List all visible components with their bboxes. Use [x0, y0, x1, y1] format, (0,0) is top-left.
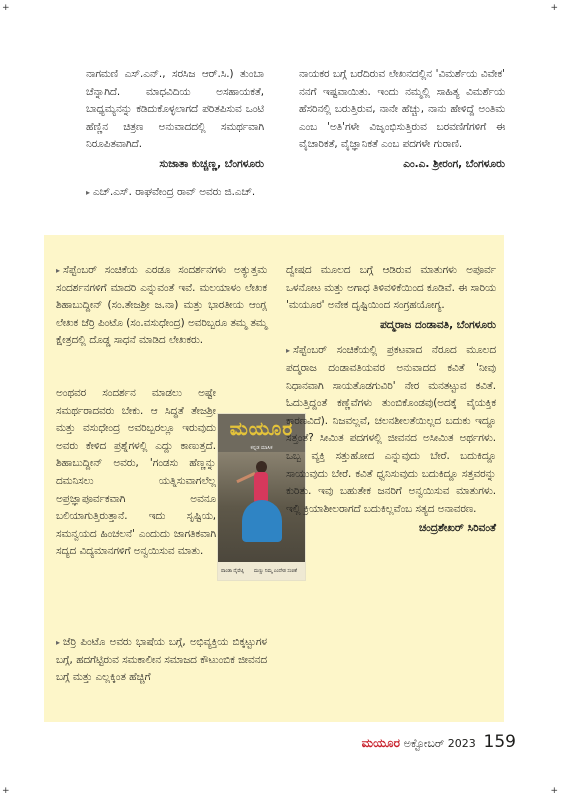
cover-tagline: ಕನ್ನಡ ಮಾಸಿಕ	[250, 445, 273, 451]
letter-paragraph: ▸ ಸೆಪ್ಟೆಂಬರ್ ಸಂಚಿಕೆಯ ಎರಡೂ ಸಂದರ್ಶನಗಳು ಅತ್ಯುತ್ತಮ ಸಂದರ್ಶನಗಳಿಗೆ ಮಾದರಿ ಎನ್ನುವಂತೆ ಇವೆ. ಮಲಯಾಳಂ ಲೇಖಕ ಶಿಹಾಬುದ್ದೀನ್ (ಸಂ.ತೇಜಶ್ರೀ ಜ.ನಾ) ಮತ್ತು ಭಾರತೀಯ ಆಂಗ್ಲ ಲೇಖಕ ಜೆರ್ರಿ ಪಿಂಟೊ (ಸಂ.ವಸುಧೇಂದ್ರ) ಅವರಿಬ್ಬರೂ ತಮ್ಮ ತಮ್ಮ ಕ್ಷೇತ್ರದಲ್ಲಿ ದೊಡ್ಡ ಸಾಧನೆ ಮಾಡಿದ ಲೇಖಕರು.	[56, 264, 267, 347]
letter-signature: ಸುಜಾತಾ ಕುಚ್ಚಣ್ಣ, ಬೆಂಗಳೂರು	[159, 157, 264, 170]
page-footer	[362, 732, 516, 752]
panel-left-column-bottom	[56, 634, 267, 687]
footer-brand: ಮಯೂರ	[361, 736, 400, 750]
bullet-arrow-icon: ▸	[56, 638, 61, 647]
panel-right-column	[286, 262, 496, 538]
letter-paragraph: ದ್ವೇಷದ ಮೂಲದ ಬಗ್ಗೆ ಆಡಿರುವ ಮಾತುಗಳು ಅಪೂರ್ವ ಒಳನೋಟ ಮತ್ತು ಅಗಾಧ ತಿಳಿವಳಿಕೆಯಿಂದ ಕೂಡಿವೆ. ಈ ಸಾರಿಯ 'ಮಯೂರ' ಅನೇಕ ದೃಷ್ಟಿಯಿಂದ ಸಂಗ್ರಹಯೋಗ್ಯ.	[286, 264, 496, 312]
letter-paragraph: ಅಂಥವರ ಸಂದರ್ಶನ ಮಾಡಲು ಅಷ್ಟೇ ಸಮರ್ಥರಾದವರು ಬೇಕು. ಆ ಸಿದ್ಧತೆ ತೇಜಶ್ರೀ ಮತ್ತು ವಸುಧೇಂದ್ರ ಅವರಿಬ್ಬರಲ್ಲೂ ಇರುವುದು ಅವರು ಕೇಳಿದ ಪ್ರಶ್ನೆಗಳಲ್ಲಿ ಎದ್ದು ಕಾಣುತ್ತದೆ. ಶಿಹಾಬುದ್ದೀನ್ ಅವರು, 'ಗಂಡಸು ಹೆಣ್ಣನ್ನು ದಮನಿಸಲು ಯತ್ನಿಸುವಾಗಲೆಲ್ಲ ಅಪ್ರಜ್ಞಾಪೂರ್ವಕವಾಗಿ ಅವನೂ ಬಲಿಯಾಗುತ್ತಿರುತ್ತಾನೆ. ಇದು ಸೃಷ್ಟಿಯ, ಸಮನ್ವಯದ ಹಿಂಚಲನೆ' ಎಂದುದು ಜಾಗತಿಕವಾಗಿ ಸದ್ಯದ ವಿದ್ಯಮಾನಗಳಿಗೆ ಅನ್ವಯಿಸುವ ಮಾತು.	[56, 387, 216, 558]
letter-paragraph: ನಾಗಮಣಿ ಎಸ್.ಎನ್., ಸರಸಿಜ ಆರ್.ಸಿ.) ತುಂಬಾ ಚೆನ್ನಾಗಿದೆ. ಮಾಧವಿದಿಯ ಅಸಹಾಯಕತೆ, ಬಾಧ್ಯಮ್ಯನನ್ನು ಕಡಿದುಕೊಳ್ಳಲಾಗದೆ ಪರಿತಪಿಸುವ ಒಂಟಿ ಹೆಣ್ಣಿನ ಚಿತ್ರಣ ಅನುವಾದದಲ್ಲಿ ಸಮರ್ಥವಾಗಿ ನಿರೂಪಿತವಾಗಿದೆ.	[86, 68, 264, 151]
letter-paragraph: ▸ ಎಚ್.ಎಸ್. ರಾಘವೇಂದ್ರ ರಾವ್ ಅವರು ಜಿ.ಎಚ್.	[86, 185, 256, 198]
letter-signature: ಚಂದ್ರಶೇಖರ್ ಸಿರಿವಂತೆ	[418, 522, 496, 535]
bullet-arrow-icon: ▸	[56, 266, 61, 275]
panel-left-column	[56, 262, 267, 350]
bullet-arrow-icon: ▸	[286, 346, 291, 356]
crop-mark-top-left: +	[2, 3, 10, 13]
panel-left-column-wrap	[56, 385, 216, 561]
cover-footer	[218, 562, 305, 580]
page-number: 159	[483, 732, 516, 752]
letter-paragraph: ನಾಯಕರ ಬಗ್ಗೆ ಬರೆದಿರುವ ಲೇಖನದಲ್ಲಿನ 'ವಿಮರ್ಶೆಯ ವಿವೇಕ' ನನಗೆ ಇಷ್ಟವಾಯಿತು. ಇಂದು ನಮ್ಮಲ್ಲಿ ಸಾಹಿತ್ಯ ವಿಮರ್ಶೆಯ ಹೆಸರಿನಲ್ಲಿ ಬರುತ್ತಿರುವ, ನಾನೇ ಹೆಚ್ಚು, ನಾನು ಹೇಳಿದ್ದೆ ಅಂತಿಮ ಎಂಬ 'ಅತಿ'ಗಳೇ ವಿಜೃಂಭಿಸುತ್ತಿರುವ ಬರವಣಿಗೆಗಳಿಗೆ ಈ ವೈಚಾರಿಕತೆ, ವೈಜ್ಞಾನಿಕತೆ ಎಂಬ ಪದಗಳೇ ಗುರಾಣಿ.	[299, 68, 505, 151]
letter-paragraph: ▸ ಜೆರ್ರಿ ಪಿಂಟೊ ಅವರು ಭಾಷೆಯ ಬಗ್ಗೆ, ಅಭಿವ್ಯಕ್ತಿಯ ಬಿಕ್ಕಟ್ಟುಗಳ ಬಗ್ಗೆ, ಹದಗೆಟ್ಟಿರುವ ಸಮಕಾಲೀನ ಸಮಾಜದ ಕೌಟುಂಬಿಕ ಜೀವನದ ಬಗ್ಗೆ ಮತ್ತು ಎಲ್ಲಕ್ಕಿಂತ ಹೆಚ್ಚಿಗೆ	[56, 636, 267, 684]
bullet-arrow-icon: ▸	[86, 187, 91, 197]
cover-footer-right: ಮಣ್ಣು ನಿಮ್ಮ ಎಂದೇಡ ಸಂಚಿಕೆ	[254, 569, 297, 574]
top-right-column	[299, 66, 505, 174]
top-left-column	[86, 66, 264, 201]
footer-month: ಅಕ್ಟೋಬರ್ 2023	[403, 737, 476, 750]
cover-masthead: ಮಯೂರ	[229, 418, 294, 440]
cover-footer-left: ಪಾಂಡಾ ದೈವೆಟ್ಕಿ	[221, 569, 244, 574]
crop-mark-top-right: +	[550, 3, 558, 13]
crop-mark-bottom-left: +	[2, 786, 10, 796]
letter-signature: ಪದ್ಮರಾಜ ದಂಡಾವತಿ, ಬೆಂಗಳೂರು	[380, 318, 496, 331]
dancer-skirt	[242, 500, 282, 542]
letter-paragraph: ▸ ಸೆಪ್ಟೆಂಬರ್ ಸಂಚಿಕೆಯಲ್ಲಿ ಪ್ರಕಟವಾದ ನೆರೂದ ಮೂಲದ ಪದ್ಮರಾಜ ದಂಡಾವತಿಯವರ ಅನುವಾದದ ಕವಿತೆ 'ನೀವು ನಿಧಾನವಾಗಿ ಸಾಯತೊಡಗುವಿರಿ' ನೇರ ಮನತಟ್ಟುವ ಕವಿತೆ. ಓದುತ್ತಿದ್ದಂತೆ ಕಣ್ಣೆವೆಗಳು ತುಂಬಿಕೊಂಡವು(ಅದಕ್ಕೆ ವೈಯಕ್ತಿಕ ಕಾರಣವಿದೆ). ನಿಜವಲ್ಲವೆ, ಚಲನಶೀಲತೆಯಿಲ್ಲದ ಬದುಕು ಇದ್ದೂ ಸತ್ತಂತೆ? ಸೀಮಿತ ಪದಗಳಲ್ಲಿ ಜೀವನದ ಅಸೀಮಿತ ಅರ್ಥಗಳು. ಒಬ್ಬ ವ್ಯಕ್ತಿ ಸತ್ತುಹೋದ ಎನ್ನುವುದು ಬೇರೆ. ಬದುಕಿದ್ದೂ ಸಾಯುವುದು ಬೇರೆ. ಕವಿತೆ ಧ್ವನಿಸುವುದು ಬದುಕಿದ್ದೂ ಸತ್ತವರನ್ನು ಕುರಿತು. ಇವು ಬಹುತೇಕ ಜನರಿಗೆ ಅನ್ವಯಿಸುವ ಮಾತುಗಳು. ಇಲ್ಲಿ ಕ್ರಿಯಾಶೀಲರಾಗದೆ ಬದುಕಿಲ್ಲವೆಂಬ ಸತ್ಯದ ಅನಾವರಣ.	[286, 344, 496, 515]
crop-mark-bottom-right: +	[550, 786, 558, 796]
letter-signature: ಎಂ.ಎ. ಶ್ರೀರಂಗ, ಬೆಂಗಳೂರು	[403, 157, 505, 170]
